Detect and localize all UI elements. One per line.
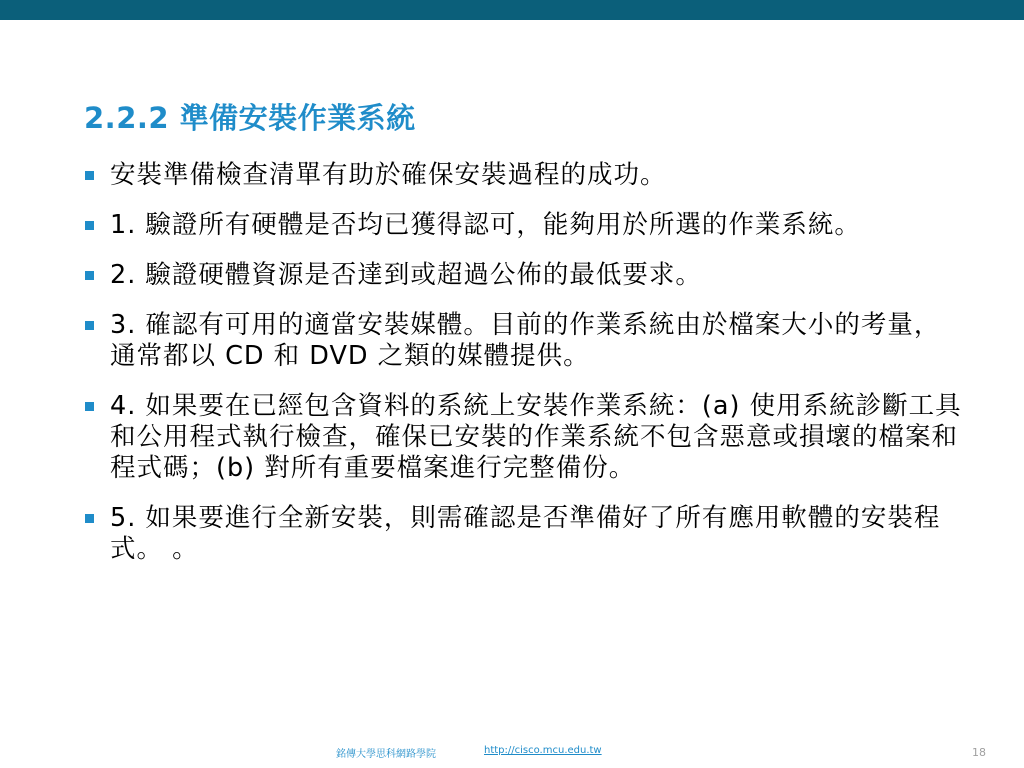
bullet-item xyxy=(85,160,965,191)
bullet-item xyxy=(85,310,965,372)
bullet-text: 1. 驗證所有硬體是否均已獲得認可，能夠用於所選的作業系統。 xyxy=(110,210,861,240)
footer-link[interactable]: http://cisco.mcu.edu.tw xyxy=(484,745,602,756)
top-banner-bar xyxy=(0,0,1024,20)
bullet-item xyxy=(85,260,965,291)
bullet-item xyxy=(85,391,965,484)
square-bullet-icon xyxy=(85,321,94,330)
bullet-text: 5. 如果要進行全新安裝，則需確認是否準備好了所有應用軟體的安裝程式。 。 xyxy=(110,503,941,564)
square-bullet-icon xyxy=(85,171,94,180)
page-number: 18 xyxy=(972,746,986,759)
bullet-list xyxy=(85,160,965,584)
bullet-text: 4. 如果要在已經包含資料的系統上安裝作業系統：(a) 使用系統診斷工具和公用程式執行檢查，確保已安裝的作業系統不包含惡意或損壞的檔案和程式碼；(b) 對所有重要檔案進行完整備份。 xyxy=(110,391,962,483)
square-bullet-icon xyxy=(85,271,94,280)
slide-title: 2.2.2 準備安裝作業系統 xyxy=(84,101,416,135)
square-bullet-icon xyxy=(85,221,94,230)
bullet-text: 2. 驗證硬體資源是否達到或超過公佈的最低要求。 xyxy=(110,260,702,290)
footer-organization: 銘傳大學思科網路學院 xyxy=(336,749,436,760)
bullet-text: 安裝準備檢查清單有助於確保安裝過程的成功。 xyxy=(110,160,667,190)
bullet-item xyxy=(85,503,965,565)
square-bullet-icon xyxy=(85,402,94,411)
bullet-item xyxy=(85,210,965,241)
bullet-text: 3. 確認有可用的適當安裝媒體。目前的作業系統由於檔案大小的考量，通常都以 CD 和 DVD 之類的媒體提供。 xyxy=(110,310,941,371)
square-bullet-icon xyxy=(85,514,94,523)
